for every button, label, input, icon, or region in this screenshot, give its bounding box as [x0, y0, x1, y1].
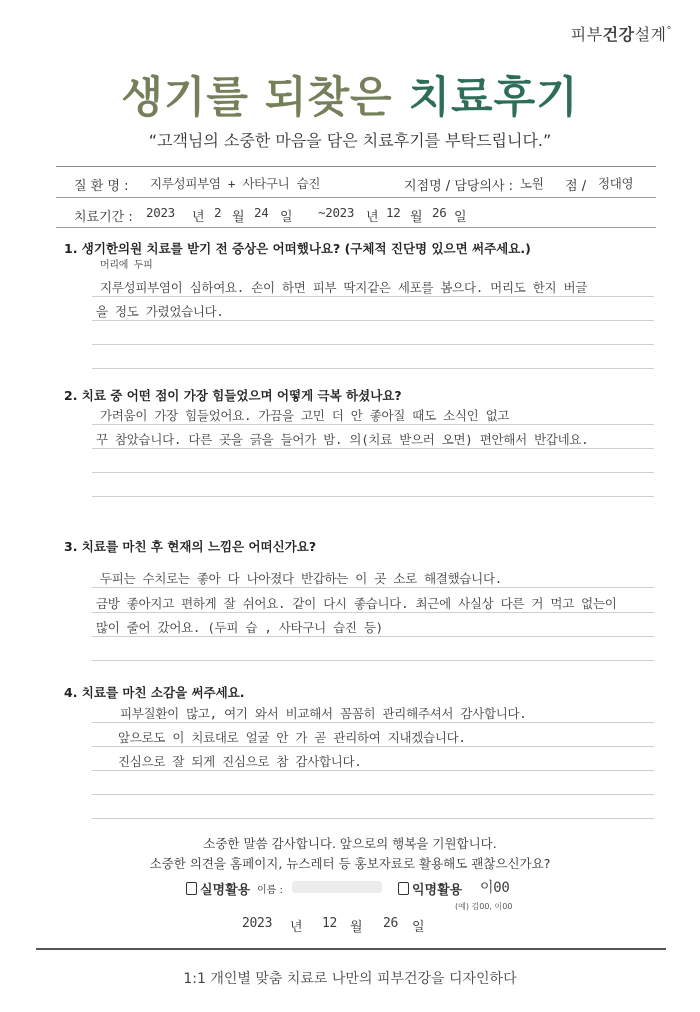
question-1: 1. 생기한의원 치료를 받기 전 증상은 어떠했나요? (구체적 진단명 있으면 써주세요.) — [64, 241, 531, 256]
answer-line — [92, 636, 654, 637]
answer-line — [92, 448, 654, 449]
answer-line — [92, 424, 654, 425]
question-4: 4. 치료를 마친 소감을 써주세요. — [64, 685, 245, 700]
answer-line — [92, 612, 654, 613]
anon-checkbox[interactable] — [398, 882, 409, 895]
branch-label: 지점명 / 담당의사 : — [404, 179, 514, 194]
answer-line — [92, 320, 654, 321]
answer-line — [92, 818, 654, 819]
start-month: 2 — [214, 205, 222, 220]
answer-line — [92, 794, 654, 795]
question-1-note: 머리에 두피 — [100, 260, 153, 271]
answer-1-line-1: 지루성피부염이 심하여요. 손이 하면 피부 딱지같은 세포를 봄으다. 머리도 한지 버글 — [100, 280, 588, 295]
end-month: 12 — [386, 205, 401, 220]
start-month-unit: 월 — [232, 210, 245, 225]
anon-label: 익명활용 — [412, 883, 463, 898]
info-top-rule — [56, 166, 656, 167]
answer-line — [92, 344, 654, 345]
info-mid-rule — [56, 197, 656, 198]
start-day-unit: 일 — [280, 210, 293, 225]
doctor-value: 정대영 — [598, 176, 634, 191]
name-example: (예) 김00, 이00 — [455, 902, 513, 911]
answer-1-line-2: 을 정도 가렸었습니다. — [96, 304, 224, 319]
disease-value: 지루성피부염 + 사타구니 습진 — [150, 176, 321, 191]
page-subtitle: “고객님의 소중한 마음을 담은 치료후기를 부탁드립니다.” — [148, 131, 552, 150]
branch-value: 노원 — [520, 176, 544, 191]
end-year-unit: 년 — [366, 210, 379, 225]
start-year-unit: 년 — [192, 210, 205, 225]
thanks-line-1: 소중한 말씀 감사합니다. 앞으로의 행복을 기원합니다. — [203, 836, 497, 851]
real-name-checkbox[interactable] — [186, 882, 197, 895]
brand-bold: 건강 — [602, 25, 635, 44]
answer-2-line-1: 가려움이 가장 힘들었어요. 가끔을 고민 더 안 좋아질 때도 소식인 없고 — [100, 408, 510, 423]
answer-line — [92, 587, 654, 588]
brand-logo — [571, 22, 672, 45]
brand-mark: ° — [666, 25, 672, 37]
question-2: 2. 치료 중 어떤 점이 가장 힘들었으며 어떻게 극복 하셨나요? — [64, 388, 402, 403]
answer-line — [92, 722, 654, 723]
real-name-option[interactable] — [186, 879, 250, 898]
end-year: ~2023 — [318, 205, 355, 220]
brand-suffix: 설계 — [634, 25, 667, 44]
answer-3-line-2: 금방 좋아지고 편하게 잘 쉬어요. 같이 다시 좋습니다. 최근에 사실상 다른 거 먹고 없는이 — [96, 596, 617, 611]
start-year: 2023 — [146, 205, 175, 220]
sign-day-unit: 일 — [412, 920, 425, 935]
question-3: 3. 치료를 마친 후 현재의 느낌은 어떠신가요? — [64, 539, 317, 554]
info-bottom-rule — [56, 227, 656, 228]
start-day: 24 — [254, 205, 269, 220]
answer-4-line-2: 앞으로도 이 치료대로 얼굴 안 가 곧 관리하여 지내겠습니다. — [118, 730, 466, 745]
answer-line — [92, 746, 654, 747]
answer-4-line-3: 진심으로 잘 되게 진심으로 참 감사합니다. — [118, 754, 362, 769]
name-redacted — [292, 881, 382, 893]
title-part2: 치료후기 — [408, 73, 579, 123]
anon-value: 이00 — [480, 880, 510, 896]
answer-line — [92, 496, 654, 497]
sign-month: 12 — [322, 916, 338, 931]
answer-line — [92, 660, 654, 661]
name-label: 이름 : — [257, 885, 283, 896]
answer-line — [92, 770, 654, 771]
end-day: 26 — [432, 205, 447, 220]
answer-4-line-1: 피부질환이 많고, 여기 와서 비교해서 꼼꼼히 관리해주셔서 감사합니다. — [120, 706, 527, 721]
branch-unit: 점 / — [565, 179, 587, 194]
answer-line — [92, 472, 654, 473]
sign-month-unit: 월 — [350, 920, 363, 935]
end-day-unit: 일 — [454, 210, 467, 225]
thanks-line-2: 소중한 의견을 홈페이지, 뉴스레터 등 홍보자료로 활용해도 괜찮으신가요? — [149, 856, 551, 871]
answer-3-line-1: 두피는 수치로는 좋아 다 나아졌다 반갑하는 이 곳 소로 해결했습니다. — [100, 571, 502, 586]
answer-2-line-2: 꾸 참았습니다. 다른 곳을 긁을 들어가 밤. 의(치료 받으러 오면) 편안해서 반갑네요. — [96, 432, 589, 447]
brand-prefix: 피부 — [570, 25, 603, 44]
sign-day: 26 — [383, 916, 399, 931]
footer-rule — [36, 948, 666, 950]
anon-option[interactable] — [398, 879, 462, 898]
disease-label: 질 환 명 : — [74, 179, 129, 194]
footer-slogan: 1:1 개인별 맞춤 치료로 나만의 피부건강을 디자인하다 — [183, 971, 517, 987]
page-title — [0, 64, 700, 125]
title-part1: 생기를 되찾은 — [121, 73, 393, 123]
period-label: 치료기간 : — [74, 210, 133, 225]
real-name-label: 실명활용 — [200, 883, 251, 898]
answer-3-line-3: 많이 줄어 갔어요. (두피 습 , 사타구니 습진 등) — [96, 620, 383, 635]
sign-year: 2023 — [242, 916, 273, 931]
end-month-unit: 월 — [410, 210, 423, 225]
answer-line — [92, 368, 654, 369]
sign-year-unit: 년 — [290, 920, 303, 935]
answer-line — [92, 296, 654, 297]
